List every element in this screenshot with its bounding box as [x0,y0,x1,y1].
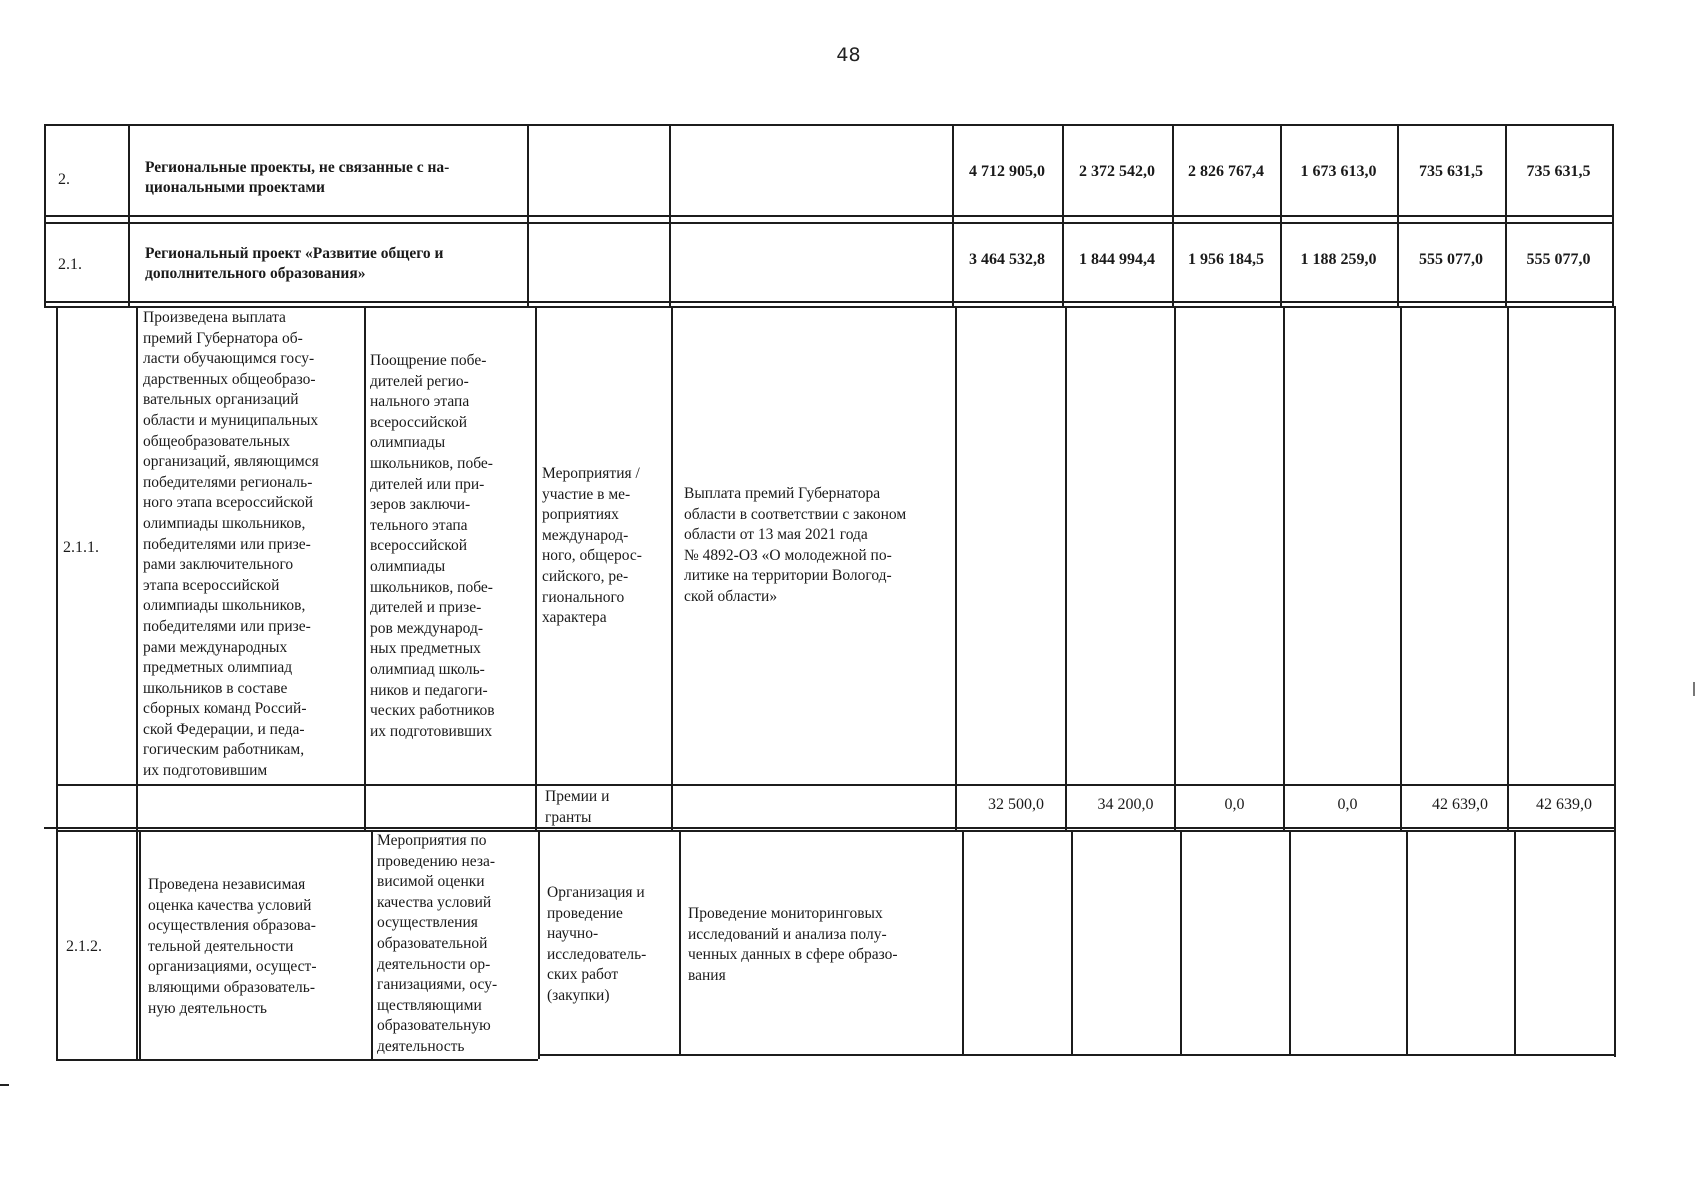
rule [44,215,1612,217]
rule [371,830,373,1059]
value-cell: 0,0 [1224,796,1245,813]
rule [364,306,366,830]
description-text: Проведение мониторинговых исследований и анализа полу- ченных данных в сфере образо- вания [688,905,898,984]
rule [1065,306,1067,830]
rule [538,830,540,1059]
rule [128,124,130,306]
rule [58,784,1616,786]
value-cell: 1 844 994,4 [1079,251,1155,268]
rule [1071,830,1073,1055]
rule [58,1059,538,1061]
measure-text: Поощрение побе- дителей регио- нального этапа всероссийской олимпиады школьников, побе- дителей или при- зеров заключи- тельного этапа всероссийской олимпиады школьников, побе- дителей и призе- ров международ- ных предметных олимпиад школь- ников и педагоги- ческих работников их подготовивших [370,352,495,740]
value-cell: 555 077,0 [1526,251,1591,268]
rule [1180,830,1182,1055]
row-code: 2.1.1. [63,539,99,556]
rule [44,124,46,306]
rule [1614,306,1616,1057]
rule [962,830,964,1055]
value-cell: 555 077,0 [1419,251,1483,268]
description-text: Выплата премий Губернатора области в соответствии с законом области от 13 мая 2021 года № 4892-ОЗ «О молодежной по- литике на территории Вологод- ской области» [684,485,907,605]
rule [1172,124,1174,306]
rule [955,306,957,830]
rule [669,124,671,306]
rule [1505,124,1507,306]
value-cell: 3 464 532,8 [969,251,1045,268]
rule [535,306,537,830]
value-cell: 42 639,0 [1432,796,1488,813]
row-code: 2.1.2. [66,938,102,955]
rule [136,306,138,1061]
rule [952,124,954,306]
result-text: Произведена выплата премий Губернатора об- ласти обучающимся госу- дарственных общеобразо- вательных организаций области и муниципальных общеобразовательных организаций, являющимся победителями региональ- ного этапа всероссийской олимпиады школьников, победителями или призе- рами заключительного этапа всероссийской олимпиады школьников, победителями или призе- рами международных предметных олимпиад школьников в составе сборных команд Россий- ской Федерации, и педа- гогическим работникам, их подготовившим [143,309,319,780]
rule [1612,124,1614,306]
rule [44,827,1616,829]
rule [1400,306,1402,830]
type-text: Мероприятия / участие в ме- роприятиях международ- ного, общерос- сийского, ре- гионального характера [542,465,642,627]
scan-mark [0,1084,9,1086]
rule [671,306,673,830]
page-number: 48 [836,44,861,66]
row-code: 2.1. [58,256,82,273]
rule [1062,124,1064,306]
value-cell: 1 673 613,0 [1300,163,1377,180]
scan-mark [1693,682,1695,696]
rule [56,306,58,1061]
measure-text: Мероприятия по проведению неза- висимой оценки качества условий осуществления образовательной деятельности ор- ганизациями, осу- ществляющими образовательную деятельность [377,832,498,1055]
rule [44,222,1614,224]
rule [1514,830,1516,1055]
row-code: 2. [58,171,70,188]
rule [1280,124,1282,306]
value-cell: 735 631,5 [1419,163,1483,180]
value-cell: 1 188 259,0 [1300,251,1377,268]
value-cell: 32 500,0 [988,796,1044,813]
rule [679,830,681,1055]
value-cell: 2 372 542,0 [1079,163,1155,180]
value-cell: 1 956 184,5 [1188,251,1264,268]
value-cell: 42 639,0 [1536,796,1592,813]
rule [1289,830,1291,1055]
row-title: Региональные проекты, не связанные с на- циональными проектами [145,159,450,196]
sub-type-text: Премии и гранты [545,788,610,826]
rule [1174,306,1176,830]
value-cell: 34 200,0 [1097,796,1154,813]
rule [58,830,1616,832]
rule [44,301,1612,303]
row-title: Региональный проект «Развитие общего и дополнительного образования» [145,245,444,282]
rule [1283,306,1285,830]
rule [1507,306,1509,830]
type-text: Организация и проведение научно- исследователь- ских работ (закупки) [547,884,647,1004]
rule [1406,830,1408,1055]
rule [527,124,529,306]
rule [1397,124,1399,306]
value-cell: 2 826 767,4 [1188,163,1264,180]
result-text: Проведена независимая оценка качества условий осуществления образова- тельной деятельности организациями, осущест- вляющими образователь- ную деятельность [148,876,317,1017]
value-cell: 4 712 905,0 [969,163,1045,180]
rule [139,830,141,1059]
value-cell: 0,0 [1337,796,1358,813]
rule [538,1054,1616,1056]
rule [44,124,1614,126]
value-cell: 735 631,5 [1526,163,1591,180]
